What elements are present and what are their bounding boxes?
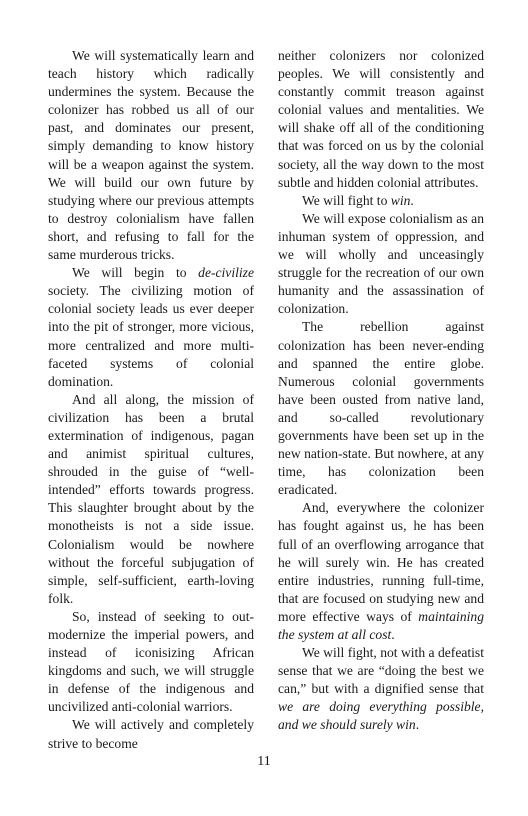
emphasis-text: we are doing everything possible, and we should surely win [278,699,484,733]
paragraph: We will actively and completely strive to become [48,717,254,751]
text-run: society. The civilizing motion of colonial society leads us ever deeper into the pit of stronger, more vicious, more centralized and more multi-faceted systems of colonial domination. [48,283,254,389]
text-run: We will begin to [72,265,199,281]
text-run: We will fight to [302,192,391,208]
emphasis-text: win [390,192,411,208]
text-run: And, everywhere the colonizer has fought against us, he has been full of an overflowing arrogance that he will surely win. He has created entire industries, running full-time, that are focused on studying new and more effective ways of [278,500,484,624]
left-column [48,47,254,753]
text-run: We will fight, not with a defeatist sense that we are “doing the best we can,” but with a dignified sense that [278,645,485,697]
text-run: . [410,192,414,208]
emphasis-text: maintaining the system at all cost [278,608,484,642]
emphasis-text: de-civilize [198,265,254,281]
paragraph: neither colonizers nor colonized peoples. We will consistently and constantly commit treason against colonial values and mentalities. We will shake off all of the conditioning that was forced on us by the colonial society, all the way down to the most subtle and hidden colonial attributes. [278,48,484,190]
paragraph: And all along, the mission of civilization has been a brutal extermination of indigenous, pagan and animist spiritual cultures, shrouded in the guise of “well-intended” efforts towards progress. This slaughter brought about by the monotheists is not a side issue. Colonialism would be nowhere without the forceful subjugation of simple, self-sufficient, earth-loving folk. [48,391,254,606]
paragraph [278,644,484,734]
paragraph: We will expose colonialism as an inhuman system of oppression, and we will wholly and unceasingly struggle for the recreation of our own humanity and the assassination of colonization. [278,210,484,317]
paragraph [48,264,254,391]
paragraph: So, instead of seeking to out-modernize the imperial powers, and instead of iconisizing African kingdoms and such, we will struggle in defense of the indigenous and uncivilized anti-colonial warriors. [48,608,254,715]
text-run: . [415,717,420,733]
right-column [278,47,484,735]
text-run: . [391,627,395,642]
page-number: 11 [257,754,271,769]
paragraph [278,499,484,644]
paragraph: The rebellion against colonization has been never-ending and spanned the entire globe. Numerous colonial governments have been ousted from native land, and so-called revolutionary governments have been set up in the new nation-state. But nowhere, at any time, has colonization been eradicated. [278,319,484,498]
paragraph: We will systematically learn and teach history which radically undermines the system. Because the colonizer has robbed us all of our past, and dominates our present, simply demanding to know history will be a weapon against the system. We will build our own future by studying where our previous attempts to destroy colonialism have fallen short, and refusing to fall for the same murderous tricks. [48,48,254,263]
paragraph [278,192,484,210]
